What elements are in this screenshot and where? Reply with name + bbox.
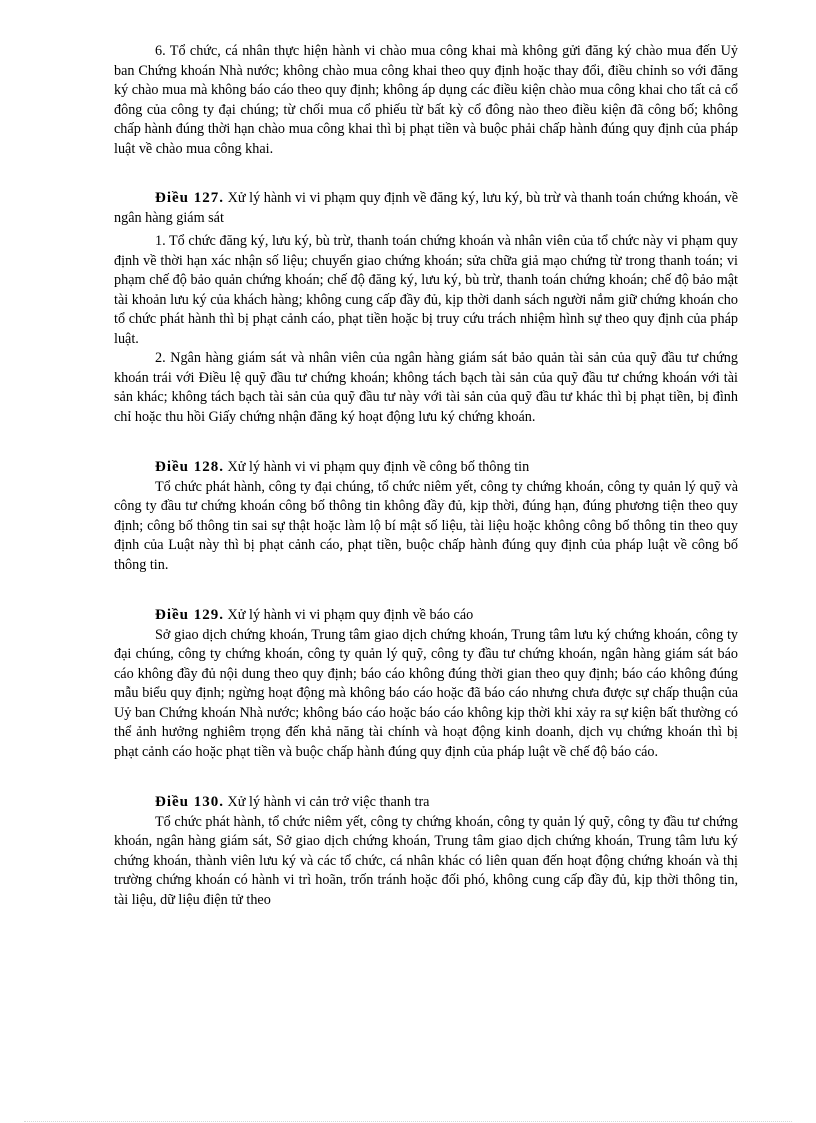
article-129-title: Xử lý hành vi vi phạm quy định về báo cáo	[224, 607, 474, 623]
clause-6-paragraph: 6. Tổ chức, cá nhân thực hiện hành vi chào mua công khai mà không gửi đăng ký chào mua đến Uỷ ban Chứng khoán Nhà nước; không chào mua công khai theo quy định hoặc thay đổi, điều chỉnh so với đăng ký chào mua mà không báo cáo theo quy định; không áp dụng các điều kiện chào mua công khai cho tất cả cổ đông của công ty đại chúng; từ chối mua cổ phiếu từ bất kỳ cổ đông nào theo điều kiện đã công bố; không chấp hành đúng thời hạn chào mua công khai thì bị phạt tiền và buộc phải chấp hành đúng quy định của pháp luật về chào mua công khai.	[114, 43, 738, 157]
article-127	[114, 189, 738, 427]
article-130-heading	[114, 793, 738, 813]
article-130-paragraph: Tổ chức phát hành, tổ chức niêm yết, công ty chứng khoán, công ty quản lý quỹ, công ty đầu tư chứng khoán, ngân hàng giám sát, Sở giao dịch chứng khoán, Trung tâm giao dịch chứng khoán, Trung tâm lưu ký chứng khoán, thành viên lưu ký và các tổ chức, cá nhân khác có liên quan đến hoạt động chứng khoán và thị trường chứng khoán có hành vi trì hoãn, trốn tránh hoặc đối phó, không cung cấp đầy đủ, kịp thời thông tin, tài liệu, dữ liệu điện tử theo	[114, 813, 738, 908]
article-127-clause-2: 2. Ngân hàng giám sát và nhân viên của ngân hàng giám sát bảo quản tài sản của quỹ đầu tư chứng khoán trái với Điều lệ quỹ đầu tư chứng khoán; không tách bạch tài sản của quỹ đầu tư chứng khoán với tài sản khác; không tách bạch tài sản của quỹ đầu tư này với tài sản của quỹ đầu tư khác thì bị phạt tiền, bị đình chỉ hoặc thu hồi Giấy chứng nhận đăng ký hoạt động lưu ký chứng khoán.	[114, 350, 738, 425]
article-130-title: Xử lý hành vi cản trở việc thanh tra	[224, 794, 430, 810]
article-130	[114, 793, 738, 910]
article-128-number: Điều 128.	[155, 459, 224, 475]
document-body	[114, 42, 738, 910]
article-127-number: Điều 127.	[155, 190, 225, 206]
article-128-paragraph: Tổ chức phát hành, công ty đại chúng, tổ chức niêm yết, công ty chứng khoán, công ty quản lý quỹ và công ty đầu tư chứng khoán công bố thông tin không đầy đủ, kịp thời, đúng hạn, đúng phương tiện theo quy định; công bố thông tin sai sự thật hoặc làm lộ bí mật số liệu, tài liệu hoặc không công bố thông tin theo quy định của Luật này thì bị phạt cảnh cáo, phạt tiền, buộc chấp hành đúng quy định của pháp luật về công bố thông tin.	[114, 478, 738, 573]
spacer	[114, 159, 738, 189]
article-128-title: Xử lý hành vi vi phạm quy định về công bố thông tin	[224, 459, 530, 475]
page-bottom-divider	[24, 1121, 792, 1122]
article-130-number: Điều 130.	[155, 794, 224, 810]
spacer	[114, 762, 738, 793]
article-128	[114, 458, 738, 575]
article-129-paragraph: Sở giao dịch chứng khoán, Trung tâm giao dịch chứng khoán, Trung tâm lưu ký chứng khoán, công ty đại chúng, công ty chứng khoán, công ty quản lý quỹ, công ty đầu tư chứng khoán, ngân hàng giám sát báo cáo không đầy đủ nội dung theo quy định; báo cáo không đúng thời gian theo quy định; báo cáo không đúng mẫu biểu quy định; ngừng hoạt động mà không báo cáo hoặc đã báo cáo nhưng chưa được sự chấp thuận của Uỷ ban Chứng khoán Nhà nước; không báo cáo hoặc báo cáo không kịp thời khi xảy ra sự kiện bất thường có thể ảnh hưởng nghiêm trọng đến khả năng tài chính và hoạt động kinh doanh, dịch vụ chứng khoán thì bị phạt cảnh cáo hoặc phạt tiền và buộc chấp hành đúng quy định của pháp luật về chế độ báo cáo.	[114, 626, 738, 760]
article-129	[114, 606, 738, 762]
article-128-heading	[114, 458, 738, 478]
article-127-heading	[114, 189, 738, 228]
article-127-clause-1: 1. Tổ chức đăng ký, lưu ký, bù trừ, thanh toán chứng khoán và nhân viên của tổ chức này vi phạm quy định về thời hạn xác nhận số liệu; chuyển giao chứng khoán; sửa chữa giả mạo chứng từ trong thanh toán; vi phạm chế độ bảo quản chứng khoán; chế độ đăng ký, lưu ký, bù trừ, thanh toán chứng khoán; chế độ bảo mật tài khoản lưu ký của khách hàng; không cung cấp đầy đủ, kịp thời danh sách người nắm giữ chứng khoán cho tổ chức phát hành thì bị phạt cảnh cáo, phạt tiền hoặc bị truy cứu trách nhiệm hình sự theo quy định của pháp luật.	[114, 233, 738, 347]
spacer	[114, 575, 738, 606]
article-129-number: Điều 129.	[155, 607, 224, 623]
article-129-heading	[114, 606, 738, 626]
article-127-title: Xử lý hành vi vi phạm quy định về đăng ký, lưu ký, bù trừ và thanh toán chứng khoán, về ngân hàng giám sát	[114, 190, 738, 226]
spacer	[114, 427, 738, 458]
